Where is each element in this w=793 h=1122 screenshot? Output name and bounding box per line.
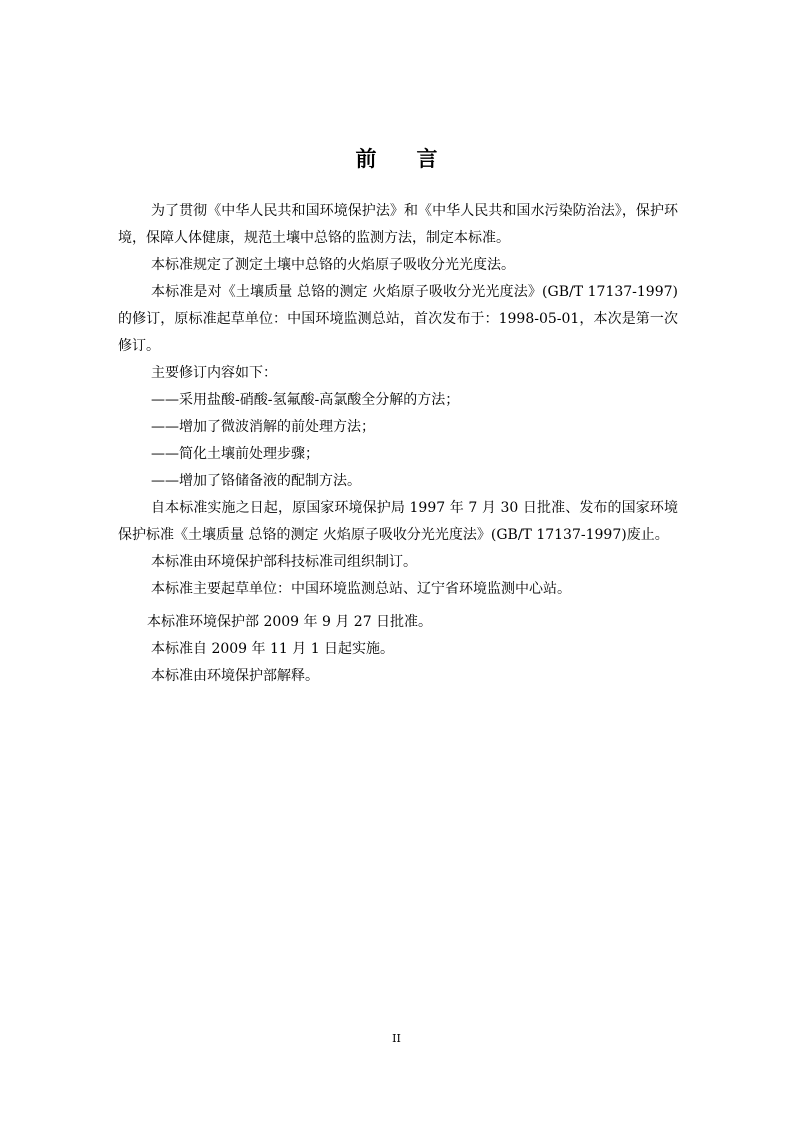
paragraph-interpretation: 本标准由环境保护部解释。 bbox=[151, 668, 319, 684]
page-title bbox=[0, 143, 793, 173]
paragraph-effective: 本标准自 2009 年 11 月 1 日起实施。 bbox=[151, 641, 395, 657]
paragraph-purpose: 为了贯彻《中华人民共和国环境保护法》和《中华人民共和国水污染防治法》，保护环境，保障人体健康，规范土壤中总铬的监测方法，制定本标准。 bbox=[118, 203, 678, 246]
list-item-change-1: ——采用盐酸-硝酸-氢氟酸-高氯酸全分解的方法； bbox=[151, 392, 460, 408]
page-number: II bbox=[392, 1032, 401, 1045]
list-item-change-4: ——增加了铬储备液的配制方法。 bbox=[151, 473, 361, 489]
paragraph-approval: 本标准环境保护部 2009 年 9 月 27 日批准。 bbox=[147, 614, 433, 630]
title-char-2: 言 bbox=[416, 147, 438, 171]
foreword-body bbox=[118, 198, 678, 690]
title-char-1: 前 bbox=[355, 147, 377, 171]
paragraph-abolish: 自本标准实施之日起，原国家环境保护局 1997 年 7 月 30 日批准、发布的国家环境保护标准《土壤质量 总铬的测定 火焰原子吸收分光光度法》(GB/T 17137-1997)废止。 bbox=[118, 500, 678, 543]
paragraph-scope: 本标准规定了测定土壤中总铬的火焰原子吸收分光光度法。 bbox=[151, 257, 515, 273]
paragraph-organizer: 本标准由环境保护部科技标准司组织制订。 bbox=[151, 554, 417, 570]
paragraph-drafters: 本标准主要起草单位：中国环境监测总站、辽宁省环境监测中心站。 bbox=[151, 581, 571, 597]
paragraph-changes-intro: 主要修订内容如下： bbox=[151, 365, 277, 381]
paragraph-revision: 本标准是对《土壤质量 总铬的测定 火焰原子吸收分光光度法》(GB/T 17137-1997)的修订，原标准起草单位：中国环境监测总站，首次发布于：1998-05-01，本次是第一次修订。 bbox=[118, 284, 678, 354]
list-item-change-3: ——简化土壤前处理步骤； bbox=[151, 446, 319, 462]
list-item-change-2: ——增加了微波消解的前处理方法； bbox=[151, 419, 375, 435]
